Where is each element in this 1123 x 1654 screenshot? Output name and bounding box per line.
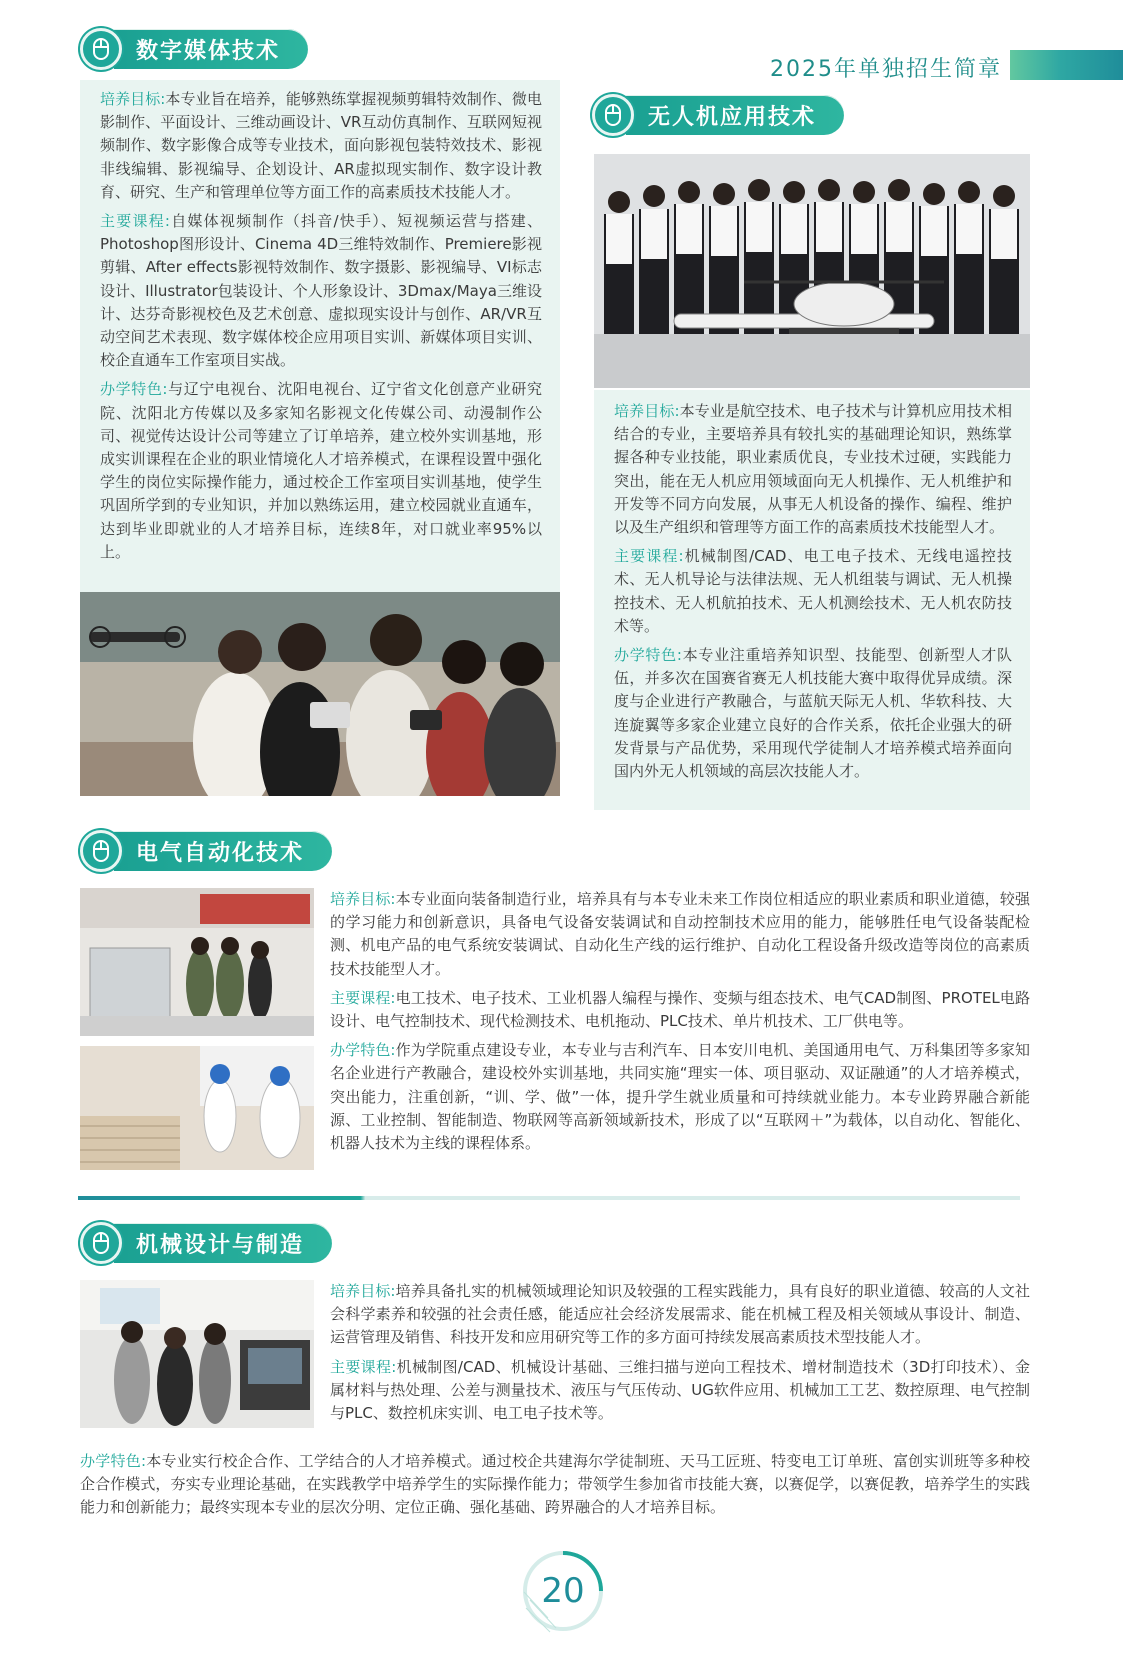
mouse-icon xyxy=(80,1222,122,1264)
section-title-mechanical xyxy=(80,1222,332,1264)
drone-features: 办学特色:本专业注重培养知识型、技能型、创新型人才队伍，并多次在国赛省赛无人机技能大赛中取得优异成绩。深度与企业进行产教融合，与蓝航天际无人机、华软科技、大连旋翼等多家企业建立良好的合作关系，依托企业强大的研发背景与产品优势，采用现代学徒制人才培养模式培养面向国内外无人机领域的高层次技能人才。 xyxy=(614,646,1012,781)
mouse-icon xyxy=(80,830,122,872)
section-title-electrical xyxy=(80,830,332,872)
mechanical-features: 办学特色:本专业实行校企合作、工学结合的人才培养模式。通过校企共建海尔学徒制班、天马工匠班、特变电工订单班、富创实训班等多种校企合作模式，夯实专业理论基础，在实践教学中培养学生的实际操作能力；带领学生参加省市技能大赛，以赛促学，以赛促教，培养学生的实践能力和创新能力；最终实现本专业的层次分明、定位正确、强化基础、跨界融合的人才培养目标。 xyxy=(80,1452,1030,1517)
electrical-features: 办学特色:作为学院重点建设专业，本专业与吉利汽车、日本安川电机、美国通用电气、万科集团等多家知名企业进行产教融合，建设校外实训基地，共同实施“理实一体、项目驱动、双证融通”的人才培养模式，突出能力，注重创新，“训、学、做”一体，提升学生就业质量和可持续就业能力。本专业跨界融合新能源、工业控制、智能制造、物联网等高新领域新技术，形成了以“互联网＋”为载体，以自动化、智能化、机器人技术为主线的课程体系。 xyxy=(330,1041,1030,1153)
section-heading: 电气自动化技术 xyxy=(114,831,332,871)
mechanical-goal: 培养目标:培养具备扎实的机械领域理论知识及较强的工程实践能力，具有良好的职业道德、较高的人文社会科学素养和较强的社会责任感，能适应社会经济发展需求、能在机械工程及相关领域从事设计、制造、运营管理及销售、科技开发和应用研究等工作的多方面可持续发展高素质技术型技能人才。 xyxy=(330,1282,1030,1347)
electrical-goal: 培养目标:本专业面向装备制造行业，培养具有与本专业未来工作岗位相适应的职业素质和职业道德，较强的学习能力和创新意识，具备电气设备安装调试和自动控制技术应用的能力，能够胜任电气设备装配检测、机电产品的电气系统安装调试、自动化生产线的运行维护、自动化工程设备升级改造等岗位的高素质技术技能型人才。 xyxy=(330,890,1030,978)
electrical-text xyxy=(330,888,1030,1155)
section-divider xyxy=(78,1196,1020,1200)
mouse-icon xyxy=(592,94,634,136)
page-number-badge xyxy=(520,1548,606,1634)
digital-media-features: 办学特色:与辽宁电视台、沈阳电视台、辽宁省文化创意产业研究院、沈阳北方传媒以及多家知名影视文化传媒公司、动漫制作公司、视觉传达设计公司等建立了订单培养，建立校外实训基地，形成实训课程在企业的职业情境化人才培养模式，在课程设置中强化学生的岗位实际操作能力，通过校企工作室项目实训基地，使学生巩固所学到的专业知识，并加以熟练运用，建立校园就业直通车，达到毕业即就业的人才培养目标，连续8年，对口就业率95%以上。 xyxy=(100,380,542,561)
section-heading: 数字媒体技术 xyxy=(114,29,308,69)
mechanical-features-block xyxy=(80,1450,1030,1520)
section-heading: 无人机应用技术 xyxy=(626,95,844,135)
mechanical-courses: 主要课程:机械制图/CAD、机械设计基础、三维扫描与逆向工程技术、增材制造技术（3D打印技术）、金属材料与热处理、公差与测量技术、液压与气压传动、UG软件应用、机械加工工艺、数控原理、电气控制与PLC、数控机床实训、电工电子技术等。 xyxy=(330,1357,1030,1423)
electrical-lab-photo xyxy=(80,888,314,1036)
digital-media-courses: 主要课程:自媒体视频制作（抖音/快手）、短视频运营与搭建、Photoshop图形设计、Cinema 4D三维特效制作、Premiere影视剪辑、After effects影视特效制作、数字摄影、影视编导、VI标志设计、Illustrator包装设计、个人形象设计、3Dmax/Maya三维设计、达芬奇影视校色及艺术创意、虚拟现实设计与创作、AR/VR互动空间艺术表现、数字媒体校企应用项目实训、新媒体项目实训、校企直通车工作室项目实战。 xyxy=(100,212,542,370)
mouse-icon xyxy=(80,28,122,70)
digital-media-panel xyxy=(80,80,560,592)
students-drone-photo xyxy=(80,592,560,796)
electrical-workshop-photo xyxy=(80,1046,314,1170)
drone-team-group-photo xyxy=(594,154,1030,388)
mechanical-text xyxy=(330,1280,1030,1425)
brochure-title: 2025年单独招生简章 xyxy=(770,57,1002,82)
electrical-courses: 主要课程:电工技术、电子技术、工业机器人编程与操作、变频与组态技术、电气CAD制图、PROTEL电路设计、电气控制技术、现代检测技术、电机拖动、PLC技术、单片机技术、工厂供电等。 xyxy=(330,988,1031,1031)
page-number: 20 xyxy=(541,1571,585,1611)
header-accent-bar xyxy=(1010,50,1123,80)
drone-courses: 主要课程:机械制图/CAD、电工电子技术、无线电遥控技术、无人机导论与法律法规、无人机组装与调试、无人机操控技术、无人机航拍技术、无人机测绘技术、无人机农防技术等。 xyxy=(614,547,1012,635)
section-heading: 机械设计与制造 xyxy=(114,1223,332,1263)
digital-media-goal: 培养目标:本专业旨在培养，能够熟练掌握视频剪辑特效制作、微电影制作、平面设计、三维动画设计、VR互动仿真制作、互联网短视频制作、数字影像合成等专业技术，面向影视包装特效技术、影视非线编辑、影视编导、企划设计、AR虚拟现实制作、数字设计教育、研究、生产和管理单位等方面工作的高素质技术技能人才。 xyxy=(100,90,542,201)
drone-goal: 培养目标:本专业是航空技术、电子技术与计算机应用技术相结合的专业，主要培养具有较扎实的基础理论知识，熟练掌握各种专业技能，职业素质优良，专业技术过硬，实践能力突出，能在无人机应用领域面向无人机操作、无人机维护和开发等不同方向发展，从事无人机设备的操作、编程、维护以及生产组织和管理等方面工作的高素质技术技能型人才。 xyxy=(614,402,1012,537)
drone-panel xyxy=(594,390,1030,810)
section-title-digital-media xyxy=(80,28,308,70)
mechanical-lab-photo xyxy=(80,1280,314,1428)
section-title-drone xyxy=(592,94,844,136)
